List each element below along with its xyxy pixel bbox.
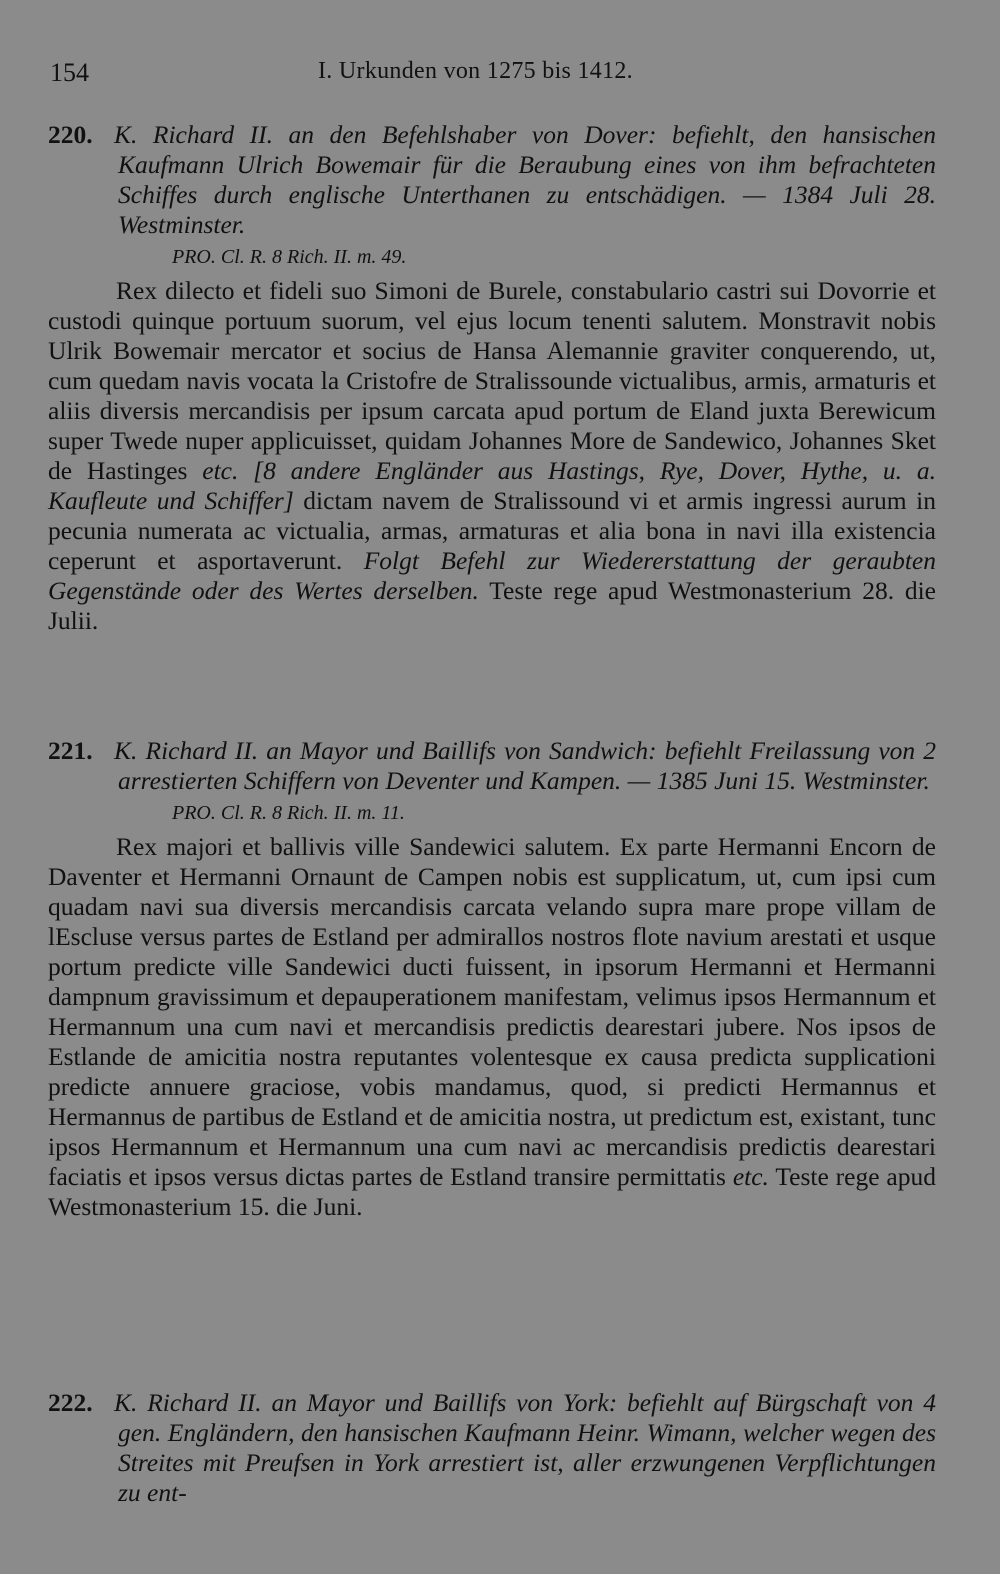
editorial-note: Folgt Befehl zur Wiedererstattung der geraubten Gegenstände oder des Wertes derselben. xyxy=(48,546,936,605)
document-entry-220 xyxy=(48,120,936,636)
body-text-segment: Teste rege apud Westmonasterium 28. die Julii. xyxy=(48,576,936,635)
body-text-segment: Teste rege apud Westmonasterium 15. die Juni. xyxy=(48,1162,936,1221)
entry-regest-text: K. Richard II. an den Befehlshaber von Dover: befiehlt, den hansischen Kaufmann Ulrich Bowemair für die Beraubung eines von ihm befrachteten Schiffes durch englische Unterthanen zu entschädigen. — 1384 Juli 28. Westminster. xyxy=(114,120,936,239)
editorial-note: etc. xyxy=(732,1162,769,1191)
body-text-segment: Rex dilecto et fideli suo Simoni de Burele, constabulario castri sui Dovorrie et custodi quinque portuum suorum, vel ejus locum tenenti salutem. Monstravit nobis Ulrik Bowemair mercator et socius de Hansa Alemannie graviter conquerendo, ut, cum quedam navis vocata la Cristofre de Stralissounde victualibus, armis, armaturis et aliis diversis mercandisis per ipsum carcata apud portum de Eland juxta Berewicum super Twede nuper applicuisset, quidam Johannes More de Sandewico, Johannes Sket de Hastinges xyxy=(48,276,936,485)
entry-body xyxy=(48,276,936,636)
entry-source: PRO. Cl. R. 8 Rich. II. m. 49. xyxy=(172,246,407,268)
document-entry-221 xyxy=(48,736,936,1222)
entry-regest-text: K. Richard II. an Mayor und Baillifs von Sandwich: befiehlt Freilassung von 2 arrestierten Schiffern von Deventer und Kampen. — 1385 Juni 15. Westminster. xyxy=(114,736,936,795)
entry-regest xyxy=(48,120,936,240)
page-header xyxy=(50,52,930,92)
entry-source: PRO. Cl. R. 8 Rich. II. m. 11. xyxy=(172,802,405,824)
entry-number: 220. xyxy=(48,120,93,149)
document-entry-222 xyxy=(48,1388,936,1508)
entry-number: 222. xyxy=(48,1388,93,1417)
editorial-note: etc. [8 andere Engländer aus Hastings, Rye, Dover, Hythe, u. a. Kaufleute und Schiffer] xyxy=(48,456,936,515)
entry-number: 221. xyxy=(48,736,93,765)
page-number: 154 xyxy=(50,58,89,87)
entry-regest-text: K. Richard II. an Mayor und Baillifs von York: befiehlt auf Bürgschaft von 4 gen. Engländern, den hansischen Kaufmann Heinr. Wimann, welcher wegen des Streites mit Preufsen in York arrestiert ist, aller erzwungenen Verpflichtungen zu ent- xyxy=(114,1388,936,1507)
body-text-segment: Rex majori et ballivis ville Sandewici salutem. Ex parte Hermanni Encorn de Daventer et Hermanni Ornaunt de Campen nobis est supplicatum, ut, cum ipsi cum quadam navi sua diversis mercandisis carcata velando supra mare prope villam de lEscluse versus partes de Estland per admirallos nostros flote navium arestati et usque portum predicte ville Sandewici ducti fuissent, in ipsorum Hermanni et Hermanni dampnum gravissimum et depauperationem manifestam, velimus ipsos Hermannum et Hermannum una cum navi et mercandisis predictis dearestari jubere. Nos ipsos de Estlande de amicitia nostra reputantes volentesque ex causa predicta supplicationi predicte annuere graciose, vobis mandamus, quod, si predicti Hermannus et Hermannus de partibus de Estland et de amicitia nostra, ut predictum est, existant, tunc ipsos Hermannum et Hermannum una cum navi ac mercandisis predictis dearestari faciatis et ipsos versus dictas partes de Estland transire permittatis xyxy=(48,832,937,1191)
entry-regest xyxy=(48,736,936,796)
running-head: I. Urkunden von 1275 bis 1412. xyxy=(318,58,633,84)
body-text-segment: dictam navem de Stralissound vi et armis ingressi aurum in pecunia numerata ac victualia, armas, armaturas et alia bona in navi illa existencia ceperunt et asportaverunt. xyxy=(48,486,937,575)
entry-regest xyxy=(48,1388,936,1508)
entry-body xyxy=(48,832,936,1222)
